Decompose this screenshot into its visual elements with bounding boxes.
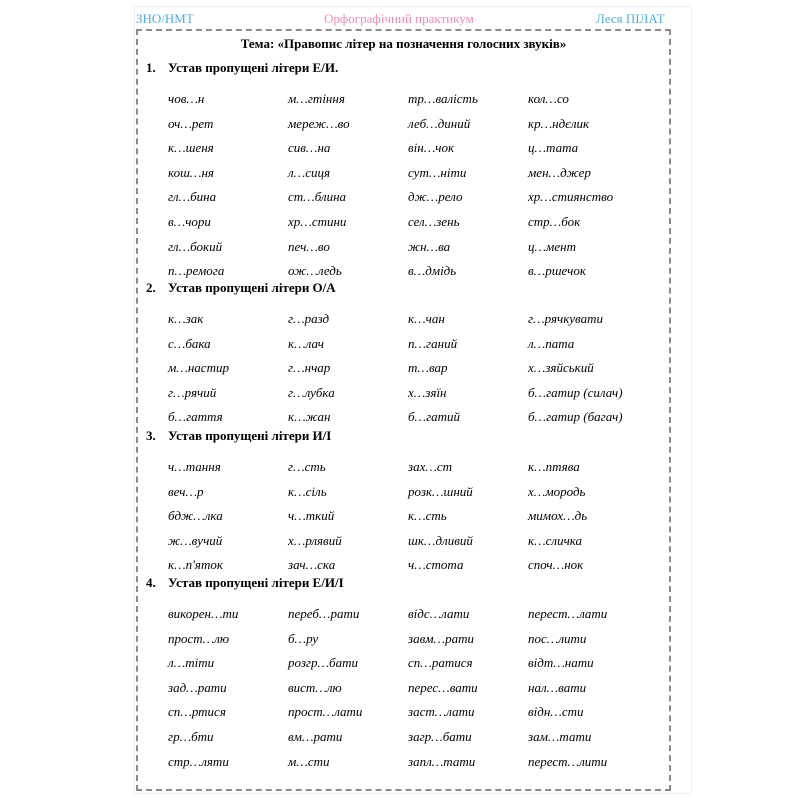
section-number: 1. [146, 60, 156, 75]
section-heading [146, 575, 344, 591]
exercise-word: сив…на [288, 140, 331, 155]
exercise-word: ч…стота [408, 557, 464, 572]
exercise-word: споч…нок [528, 557, 584, 572]
exercise-word: к…п'яток [168, 557, 223, 572]
exercise-word: л…сиця [288, 165, 331, 180]
exercise-word: к…жан [288, 409, 331, 424]
exercise-word: к…птява [528, 459, 580, 474]
exercise-word: г…лубка [288, 385, 335, 400]
exercise-word: ож…ледь [288, 263, 342, 278]
exercise-word: т…вар [408, 360, 448, 375]
exercise-word: г…рячий [168, 385, 217, 400]
exercise-word: м…гтіння [288, 91, 345, 106]
exercise-word: к…шеня [168, 140, 214, 155]
exercise-word: в…чори [168, 214, 211, 229]
section-heading [146, 280, 336, 296]
exercise-word: х…зяйський [528, 360, 594, 375]
exercise-word: к…лач [288, 336, 324, 351]
exercise-word: розк…шний [408, 484, 473, 499]
exercise-word: х…рлявий [288, 533, 342, 548]
exercise-word: кош…ня [168, 165, 214, 180]
exercise-word: г…сть [288, 459, 326, 474]
exercise-word: ж…вучий [168, 533, 223, 548]
exercise-word: прост…лати [288, 704, 363, 719]
exercise-word: стр…ляти [168, 754, 229, 769]
exercise-word: прост…лю [168, 631, 230, 646]
exercise-word: мен…джер [528, 165, 591, 180]
section-heading [146, 60, 338, 76]
exercise-word: вист…лю [288, 680, 342, 695]
exercise-word: ц…тата [528, 140, 579, 155]
exercise-word: г…разд [288, 311, 330, 326]
exercise-word: л…пата [528, 336, 575, 351]
exercise-word: ч…ткий [288, 508, 335, 523]
header-left: ЗНО/НМТ [136, 11, 194, 26]
exercise-word: зах…ст [408, 459, 453, 474]
exercise-word: перес…вати [408, 680, 478, 695]
exercise-word: б…гатир (силач) [528, 385, 623, 400]
header-center: Орфографічний практикум [324, 11, 474, 26]
exercise-word: печ…во [288, 239, 330, 254]
exercise-word: к…сличка [528, 533, 583, 548]
exercise-word: перест…лити [528, 754, 608, 769]
exercise-word: б…ру [288, 631, 319, 646]
exercise-word: гл…бина [168, 189, 217, 204]
exercise-word: тр…валість [408, 91, 478, 106]
exercise-word: мереж…во [288, 116, 350, 131]
exercise-word: сп…ртися [168, 704, 226, 719]
exercise-word: сел…зень [408, 214, 460, 229]
exercise-word: викорен…ти [168, 606, 239, 621]
section-number: 2. [146, 280, 156, 295]
exercise-word: оч…рет [168, 116, 214, 131]
exercise-word: відн…сти [528, 704, 584, 719]
section-heading-text: Устав пропущені літери И/І [168, 428, 332, 443]
exercise-word: шк…дливий [408, 533, 473, 548]
exercise-word: нал…вати [528, 680, 587, 695]
exercise-word: гл…бокий [168, 239, 223, 254]
exercise-word: к…сіль [288, 484, 327, 499]
header-right: Леся ПІЛАТ [596, 11, 665, 26]
exercise-word: леб…диний [408, 116, 471, 131]
exercise-word: гр…бти [168, 729, 214, 744]
exercise-word: відс…лати [408, 606, 470, 621]
exercise-word: переб…рати [288, 606, 360, 621]
exercise-word: в…дмідь [408, 263, 457, 278]
exercise-word: ч…тання [168, 459, 221, 474]
exercise-word: л…тіти [168, 655, 215, 670]
exercise-word: заст…лати [408, 704, 475, 719]
exercise-word: с…бака [168, 336, 211, 351]
exercise-word: б…гатий [408, 409, 461, 424]
exercise-word: б…гатир (багач) [528, 409, 623, 424]
exercise-word: дж…рело [408, 189, 463, 204]
exercise-word: чов…н [168, 91, 205, 106]
exercise-word: жн…ва [408, 239, 451, 254]
section-heading-text: Устав пропущені літери Е/И/І [168, 575, 344, 590]
exercise-word: к…чан [408, 311, 445, 326]
exercise-word: запл…тати [408, 754, 476, 769]
exercise-word: розгр…бати [288, 655, 358, 670]
worksheet-title: Тема: «Правопис літер на позначення голосних звуків» [240, 36, 567, 51]
exercise-word: зач…ска [288, 557, 336, 572]
section-heading-text: Устав пропущені літери О/А [168, 280, 336, 295]
exercise-word: пос…лити [528, 631, 587, 646]
exercise-word: ц…мент [528, 239, 576, 254]
exercise-word: г…нчар [288, 360, 331, 375]
exercise-word: кр…ндєлик [528, 116, 590, 131]
exercise-word: зад…рати [168, 680, 227, 695]
exercise-word: ст…блина [288, 189, 347, 204]
exercise-word: хр…стини [288, 214, 347, 229]
exercise-word: х…зяїн [408, 385, 447, 400]
exercise-word: вм…рати [288, 729, 343, 744]
exercise-word: п…ганий [408, 336, 458, 351]
exercise-word: к…зак [168, 311, 204, 326]
exercise-word: веч…р [168, 484, 204, 499]
exercise-word: м…настир [168, 360, 229, 375]
exercise-word: к…сть [408, 508, 447, 523]
exercise-word: стр…бок [528, 214, 581, 229]
exercise-word: перест…лати [528, 606, 608, 621]
exercise-word: завм…рати [408, 631, 474, 646]
section-number: 4. [146, 575, 156, 590]
exercise-word: відт…нати [528, 655, 594, 670]
exercise-word: бдж…лка [168, 508, 223, 523]
exercise-word: в…ршечок [528, 263, 586, 278]
exercise-word: п…ремога [168, 263, 225, 278]
exercise-word: він…чок [408, 140, 455, 155]
exercise-word: загр…бати [408, 729, 472, 744]
exercise-word: х…мородь [528, 484, 586, 499]
exercise-word: г…рячкувати [528, 311, 603, 326]
exercise-word: зам…тати [528, 729, 592, 744]
exercise-word: мимох…дь [528, 508, 588, 523]
exercise-word: кол…со [528, 91, 569, 106]
exercise-word: сп…ратися [408, 655, 473, 670]
section-number: 3. [146, 428, 156, 443]
exercise-word: хр…стиянство [528, 189, 614, 204]
exercise-word: м…сти [288, 754, 330, 769]
section-heading [146, 428, 331, 444]
section-heading-text: Устав пропущені літери Е/И. [168, 60, 339, 75]
exercise-word: б…гаття [168, 409, 223, 424]
exercise-word: сут…ніти [408, 165, 467, 180]
